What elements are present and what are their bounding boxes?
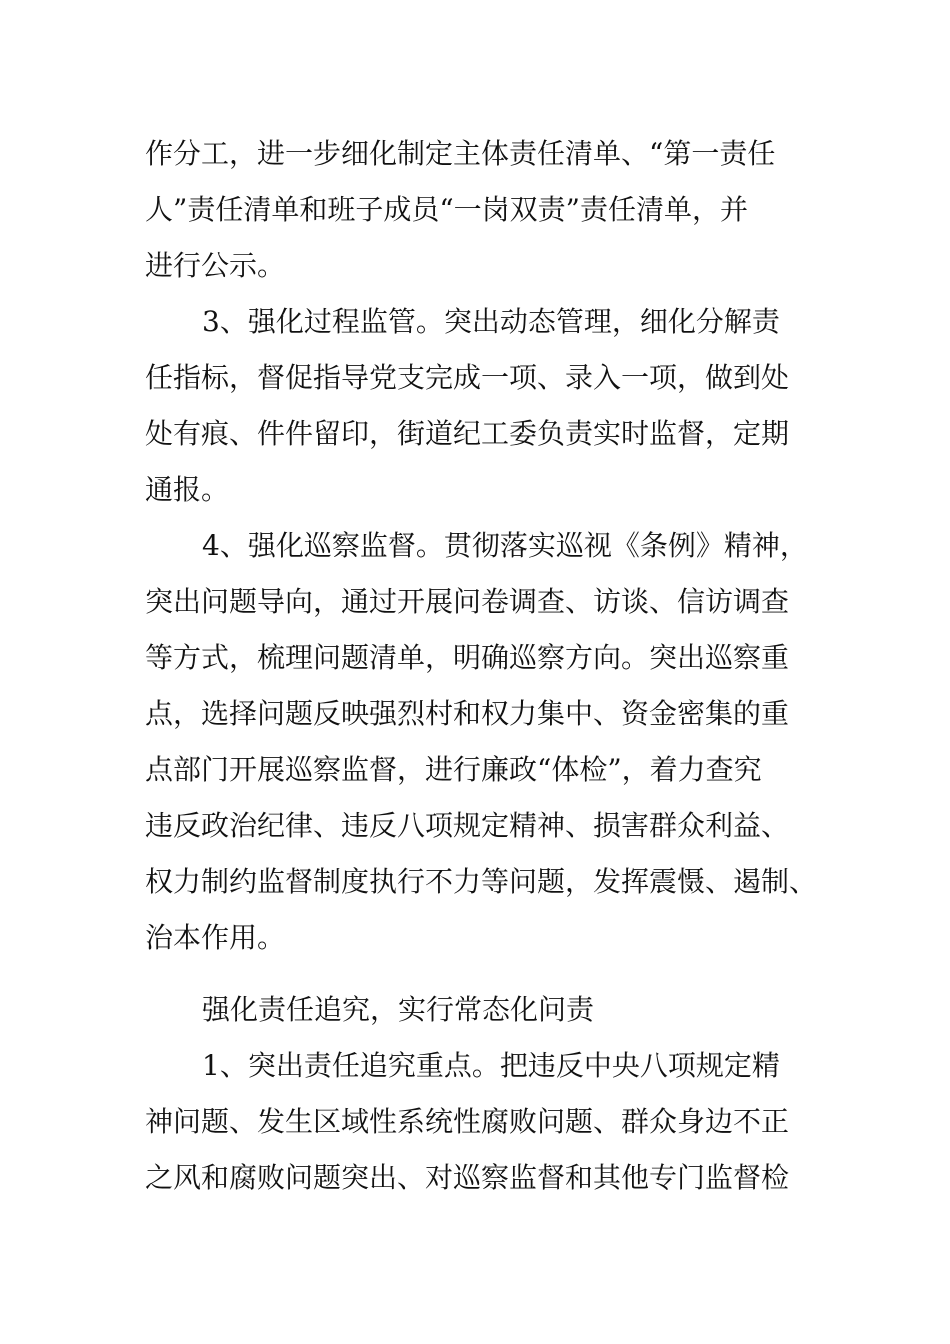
text-line: 之风和腐败问题突出、对巡察监督和其他专门监督检	[145, 1161, 790, 1194]
text-line: 4、强化巡察监督。贯彻落实巡视《条例》精神，	[202, 529, 808, 562]
text-line: 点部门开展巡察监督，进行廉政“体检”，着力查究	[145, 753, 762, 786]
text-line: 3、强化过程监管。突出动态管理，细化分解责	[202, 305, 780, 338]
text-line: 权力制约监督制度执行不力等问题，发挥震慑、遏制、	[145, 865, 818, 898]
text-line: 等方式，梳理问题清单，明确巡察方向。突出巡察重	[145, 641, 790, 674]
text-line: 治本作用。	[145, 921, 286, 954]
text-line: 通报。	[145, 473, 230, 506]
text-line: 违反政治纪律、违反八项规定精神、损害群众利益、	[145, 809, 790, 842]
text-line: 神问题、发生区域性系统性腐败问题、群众身边不正	[145, 1105, 790, 1138]
text-line: 进行公示。	[145, 249, 286, 282]
text-line: 1、突出责任追究重点。把违反中央八项规定精	[202, 1049, 780, 1082]
text-line: 人”责任清单和班子成员“一岗双责”责任清单，并	[145, 193, 748, 226]
text-line: 突出问题导向，通过开展问卷调查、访谈、信访调查	[145, 585, 790, 618]
section-heading: 强化责任追究，实行常态化问责	[202, 993, 595, 1026]
text-line: 作分工，进一步细化制定主体责任清单、“第一责任	[145, 137, 776, 170]
text-line: 任指标，督促指导党支完成一项、录入一项，做到处	[145, 361, 790, 394]
text-line: 点，选择问题反映强烈村和权力集中、资金密集的重	[145, 697, 790, 730]
text-line: 处有痕、件件留印，街道纪工委负责实时监督，定期	[145, 417, 790, 450]
